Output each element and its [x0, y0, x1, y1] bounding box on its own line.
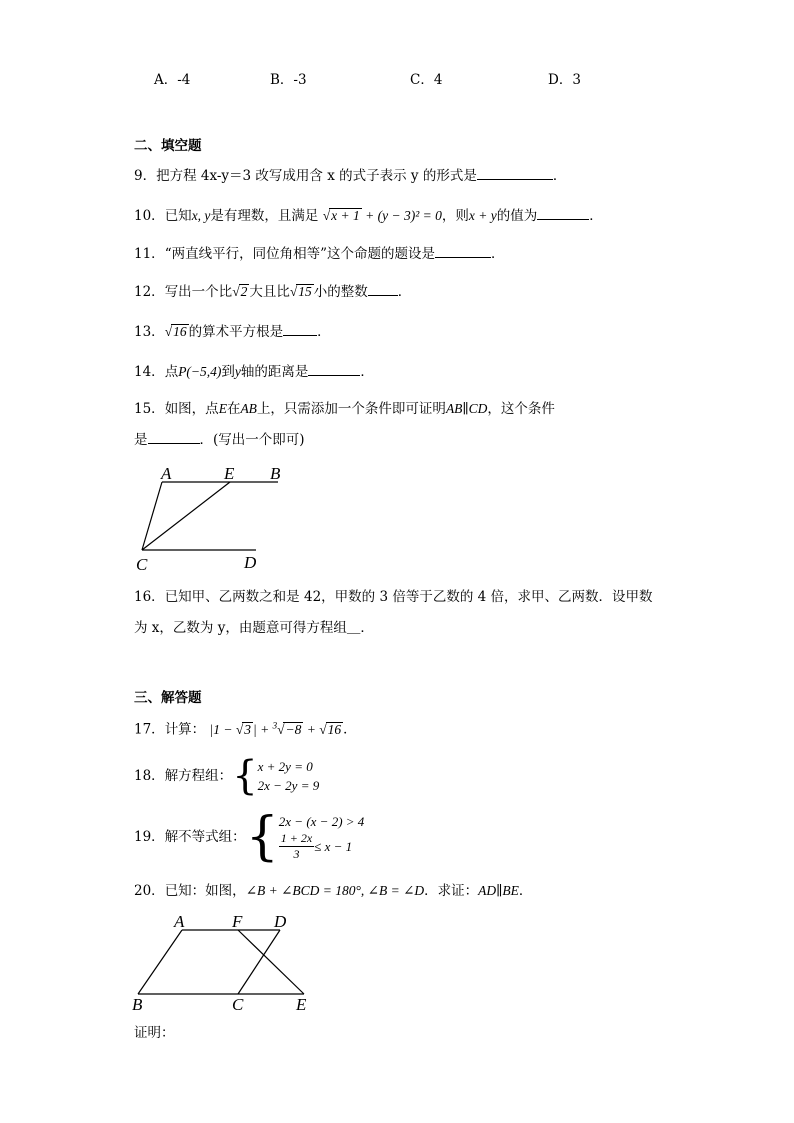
q19-fraction: $\frac{1 + 2x}{3}$	[280, 831, 313, 861]
q17-text: 计算：	[164, 721, 206, 738]
q17-number: 17．	[134, 721, 165, 738]
q13-end: ．	[317, 324, 331, 340]
q10-equation: √x + 1 + (y − 3)² = 0	[322, 208, 442, 223]
q14-axis: y	[234, 364, 241, 379]
q18-eq1: x + 2y = 0	[257, 759, 313, 774]
label-d: D	[274, 912, 287, 931]
q11-answer-blank[interactable]	[435, 244, 491, 258]
q10-expr: x + y	[468, 208, 497, 223]
option-a: A．-4	[154, 72, 191, 88]
q15-number: 15．	[134, 401, 165, 417]
question-18	[134, 753, 320, 799]
question-15-line-2	[134, 430, 305, 449]
segment-ec	[142, 482, 230, 550]
q10-text-4: 的值为	[496, 208, 538, 224]
q10-text-2: 是有理数，且满足	[210, 208, 319, 224]
q10-end: ．	[589, 208, 603, 224]
q12-answer-blank[interactable]	[368, 282, 398, 296]
q9-number: 9．	[134, 168, 157, 184]
q18-eq2: 2x − 2y = 9	[257, 778, 320, 793]
q13-text: 的算术平方根是	[188, 324, 284, 340]
q19-brace: {	[245, 807, 279, 867]
q15-text-6: ．(写出一个即可)	[199, 432, 305, 448]
q19-system	[279, 812, 365, 862]
label-e: E	[296, 995, 307, 1012]
q9-answer-blank[interactable]	[477, 166, 553, 180]
label-a: A	[174, 912, 185, 931]
question-15-line-1	[134, 400, 555, 418]
q15-text-5: 是	[134, 432, 148, 448]
label-a: A	[161, 464, 172, 483]
q15-text-4: ，这个条件	[487, 401, 555, 417]
question-9	[134, 166, 566, 185]
label-f: F	[232, 912, 243, 931]
q20-goal: AD∥BE	[478, 883, 519, 898]
q17-expression: |1 − √3 | + $^3$√−8 + √16	[209, 720, 342, 737]
q12-sqrt-15: √15	[289, 284, 312, 299]
figure-15	[130, 460, 290, 574]
q13-number: 13．	[134, 324, 165, 340]
q15-segment-ab: AB	[240, 401, 257, 416]
q19-ineq2: ≤ x − 1	[314, 839, 353, 854]
q20-text-2: ．求证：	[424, 883, 479, 899]
q20-text-1: 已知：如图，	[164, 883, 246, 899]
q20-number: 20．	[134, 883, 165, 899]
q14-text-3: 轴的距离是	[240, 364, 309, 380]
q16-text-1: 已知甲、乙两数之和是 42，甲数的 3 倍等于乙数的 4 倍，求甲、乙两数．设甲数	[164, 589, 653, 605]
q9-end: ．	[552, 168, 567, 184]
label-d: D	[244, 553, 257, 572]
q9-text: 把方程 4x-y＝3 改写成用含 x 的式子表示 y 的形式是	[156, 168, 477, 184]
segment-fe	[238, 930, 304, 994]
q14-answer-blank[interactable]	[308, 362, 360, 376]
section-title-fill-in: 二、填空题	[134, 138, 202, 154]
q19-text: 解不等式组：	[164, 829, 246, 845]
question-16-line-1	[134, 588, 653, 606]
q17-end: ．	[343, 721, 357, 738]
q12-text-2: 大且比	[249, 284, 290, 300]
q10-number: 10．	[134, 208, 165, 224]
q10-vars: x, y	[191, 208, 211, 223]
q15-answer-blank[interactable]	[148, 430, 200, 444]
q15-parallel: AB∥CD	[445, 401, 488, 416]
q11-number: 11．	[134, 246, 165, 262]
q12-text-3: 小的整数	[313, 284, 368, 300]
q19-number: 19．	[134, 829, 165, 845]
q14-end: ．	[360, 364, 374, 380]
question-13	[134, 322, 331, 341]
q18-system	[258, 757, 320, 795]
option-b: B．-3	[270, 72, 307, 88]
q18-number: 18．	[134, 768, 165, 784]
q20-end: ．	[518, 883, 533, 899]
q15-text-3: 上，只需添加一个条件即可证明	[256, 401, 446, 417]
q12-number: 12．	[134, 284, 165, 300]
question-14	[134, 362, 374, 381]
q10-text-3: ，则	[441, 208, 469, 224]
q11-text: “两直线平行，同位角相等”这个命题的题设是	[164, 246, 435, 262]
label-b: B	[270, 464, 281, 483]
q13-sqrt-16: √16	[164, 324, 187, 339]
q15-text-2: 在	[226, 401, 241, 417]
q16-text-2: 为 x，乙数为 y，由题意可得方程组＿．	[134, 620, 374, 636]
q15-text-1: 如图，点	[164, 401, 219, 417]
question-20	[134, 882, 532, 900]
q20-condition: ∠B + ∠BCD = 180°, ∠B = ∠D	[245, 883, 425, 898]
q11-end: ．	[491, 246, 505, 262]
proof-label: 证明：	[134, 1025, 175, 1041]
option-c: C．4	[410, 72, 443, 88]
q14-text-1: 点	[164, 364, 179, 380]
q13-answer-blank[interactable]	[283, 322, 317, 336]
q14-number: 14．	[134, 364, 165, 380]
label-e: E	[224, 464, 235, 483]
q12-sqrt-2: √2	[232, 284, 248, 299]
question-12	[134, 282, 411, 301]
figure-20	[130, 912, 320, 1012]
label-c: C	[232, 995, 244, 1012]
segment-ab	[138, 930, 182, 994]
q10-answer-blank[interactable]	[537, 206, 589, 220]
question-19	[134, 807, 365, 867]
question-10	[134, 206, 603, 225]
question-17	[134, 716, 357, 739]
segment-ac	[142, 482, 162, 550]
q10-text-1: 已知	[164, 208, 192, 224]
q18-brace: {	[232, 753, 258, 799]
q16-number: 16．	[134, 589, 165, 605]
q18-text: 解方程组：	[164, 768, 233, 784]
question-16-line-2	[134, 619, 374, 637]
q19-ineq1: 2x − (x − 2) > 4	[278, 814, 365, 829]
label-b: B	[132, 995, 143, 1012]
q12-end: ．	[397, 284, 412, 300]
section-title-solve: 三、解答题	[134, 690, 202, 706]
option-d: D．3	[548, 72, 581, 88]
label-c: C	[136, 555, 148, 574]
q14-text-2: 到	[221, 364, 235, 380]
q15-point-e: E	[218, 401, 227, 416]
question-11	[134, 244, 505, 263]
segment-dc	[238, 930, 280, 994]
q14-point: P(−5,4)	[178, 364, 222, 379]
q12-text-1: 写出一个比	[164, 284, 233, 300]
